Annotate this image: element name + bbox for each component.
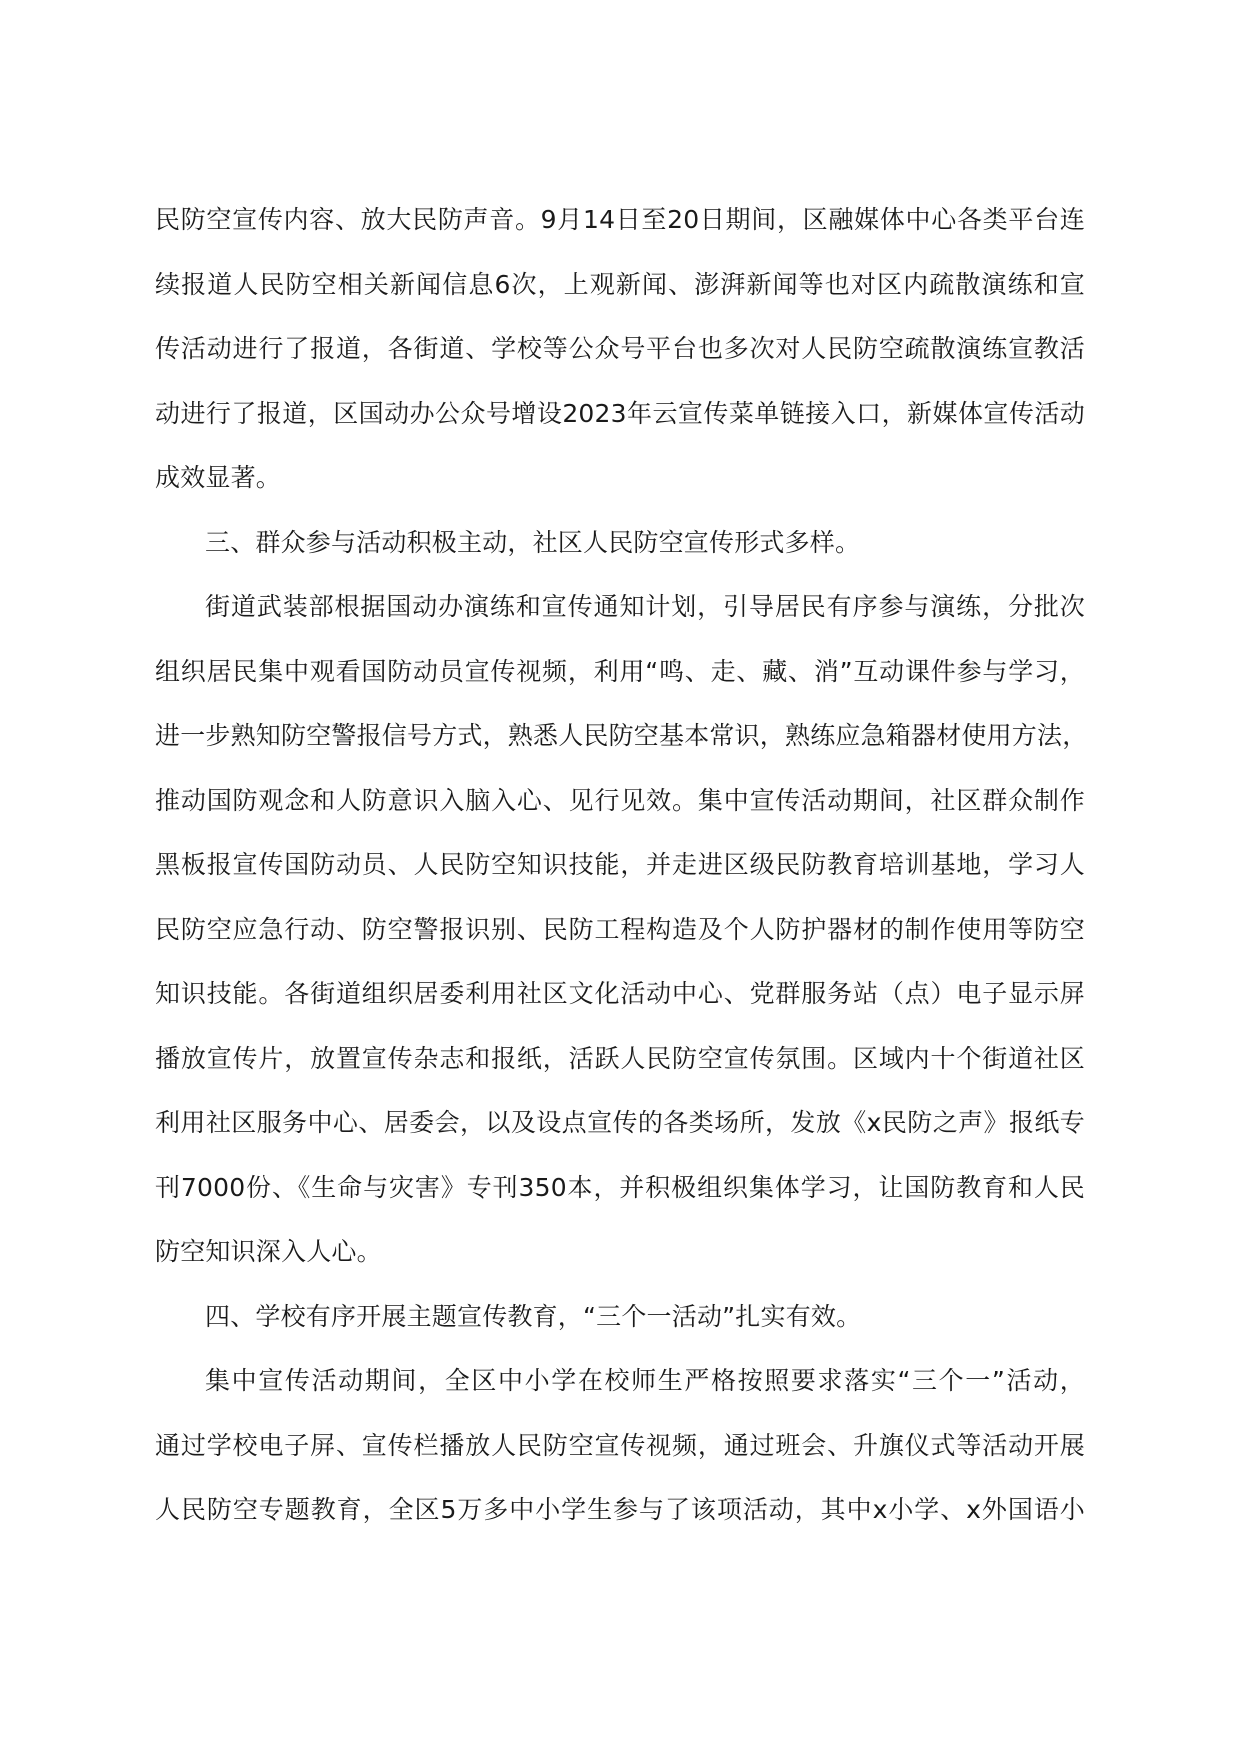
section-heading-4: 四、学校有序开展主题宣传教育，“三个一活动”扎实有效。 (205, 1301, 862, 1331)
text-line: 推动国防观念和人防意识入脑入心、见行见效。集中宣传活动期间，社区群众制作 (155, 785, 1085, 815)
text-line: 动进行了报道，区国动办公众号增设2023年云宣传菜单链接入口，新媒体宣传活动 (155, 398, 1085, 428)
text-line: 通过学校电子屏、宣传栏播放人民防空宣传视频，通过班会、升旗仪式等活动开展 (155, 1430, 1085, 1460)
text-line: 续报道人民防空相关新闻信息6次，上观新闻、澎湃新闻等也对区内疏散演练和宣 (155, 269, 1085, 299)
text-line: 人民防空专题教育，全区5万多中小学生参与了该项活动，其中x小学、x外国语小 (155, 1495, 1085, 1524)
text-line: 防空知识深入人心。 (155, 1237, 382, 1266)
text-line: 进一步熟知防空警报信号方式，熟悉人民防空基本常识，熟练应急箱器材使用方法， (155, 721, 1088, 750)
text-line: 传活动进行了报道，各街道、学校等公众号平台也多次对人民防空疏散演练宣教活 (155, 334, 1085, 363)
text-line: 组织居民集中观看国防动员宣传视频，利用“鸣、走、藏、消”互动课件参与学习， (155, 656, 1085, 686)
section-heading-3: 三、群众参与活动积极主动，社区人民防空宣传形式多样。 (205, 527, 861, 557)
text-line: 成效显著。 (155, 463, 282, 492)
text-line: 刊7000份、《生命与灾害》专刊350本，并积极组织集体学习，让国防教育和人民 (155, 1172, 1085, 1202)
text-line: 民防空宣传内容、放大民防声音。9月14日至20日期间，区融媒体中心各类平台连 (155, 205, 1085, 234)
text-line: 利用社区服务中心、居委会，以及设点宣传的各类场所，发放《x民防之声》报纸专 (155, 1108, 1085, 1137)
text-line: 知识技能。各街道组织居委利用社区文化活动中心、党群服务站（点）电子显示屏 (155, 979, 1085, 1008)
document-body (155, 188, 1088, 1543)
text-line: 民防空应急行动、防空警报识别、民防工程构造及个人防护器材的制作使用等防空 (155, 914, 1085, 944)
text-line: 街道武装部根据国动办演练和宣传通知计划，引导居民有序参与演练，分批次 (205, 592, 1085, 621)
text-line: 集中宣传活动期间，全区中小学在校师生严格按照要求落实“三个一”活动， (205, 1366, 1085, 1395)
text-line: 播放宣传片，放置宣传杂志和报纸，活跃人民防空宣传氛围。区域内十个街道社区 (155, 1043, 1085, 1073)
text-line: 黑板报宣传国防动员、人民防空知识技能，并走进区级民防教育培训基地，学习人 (155, 850, 1085, 879)
